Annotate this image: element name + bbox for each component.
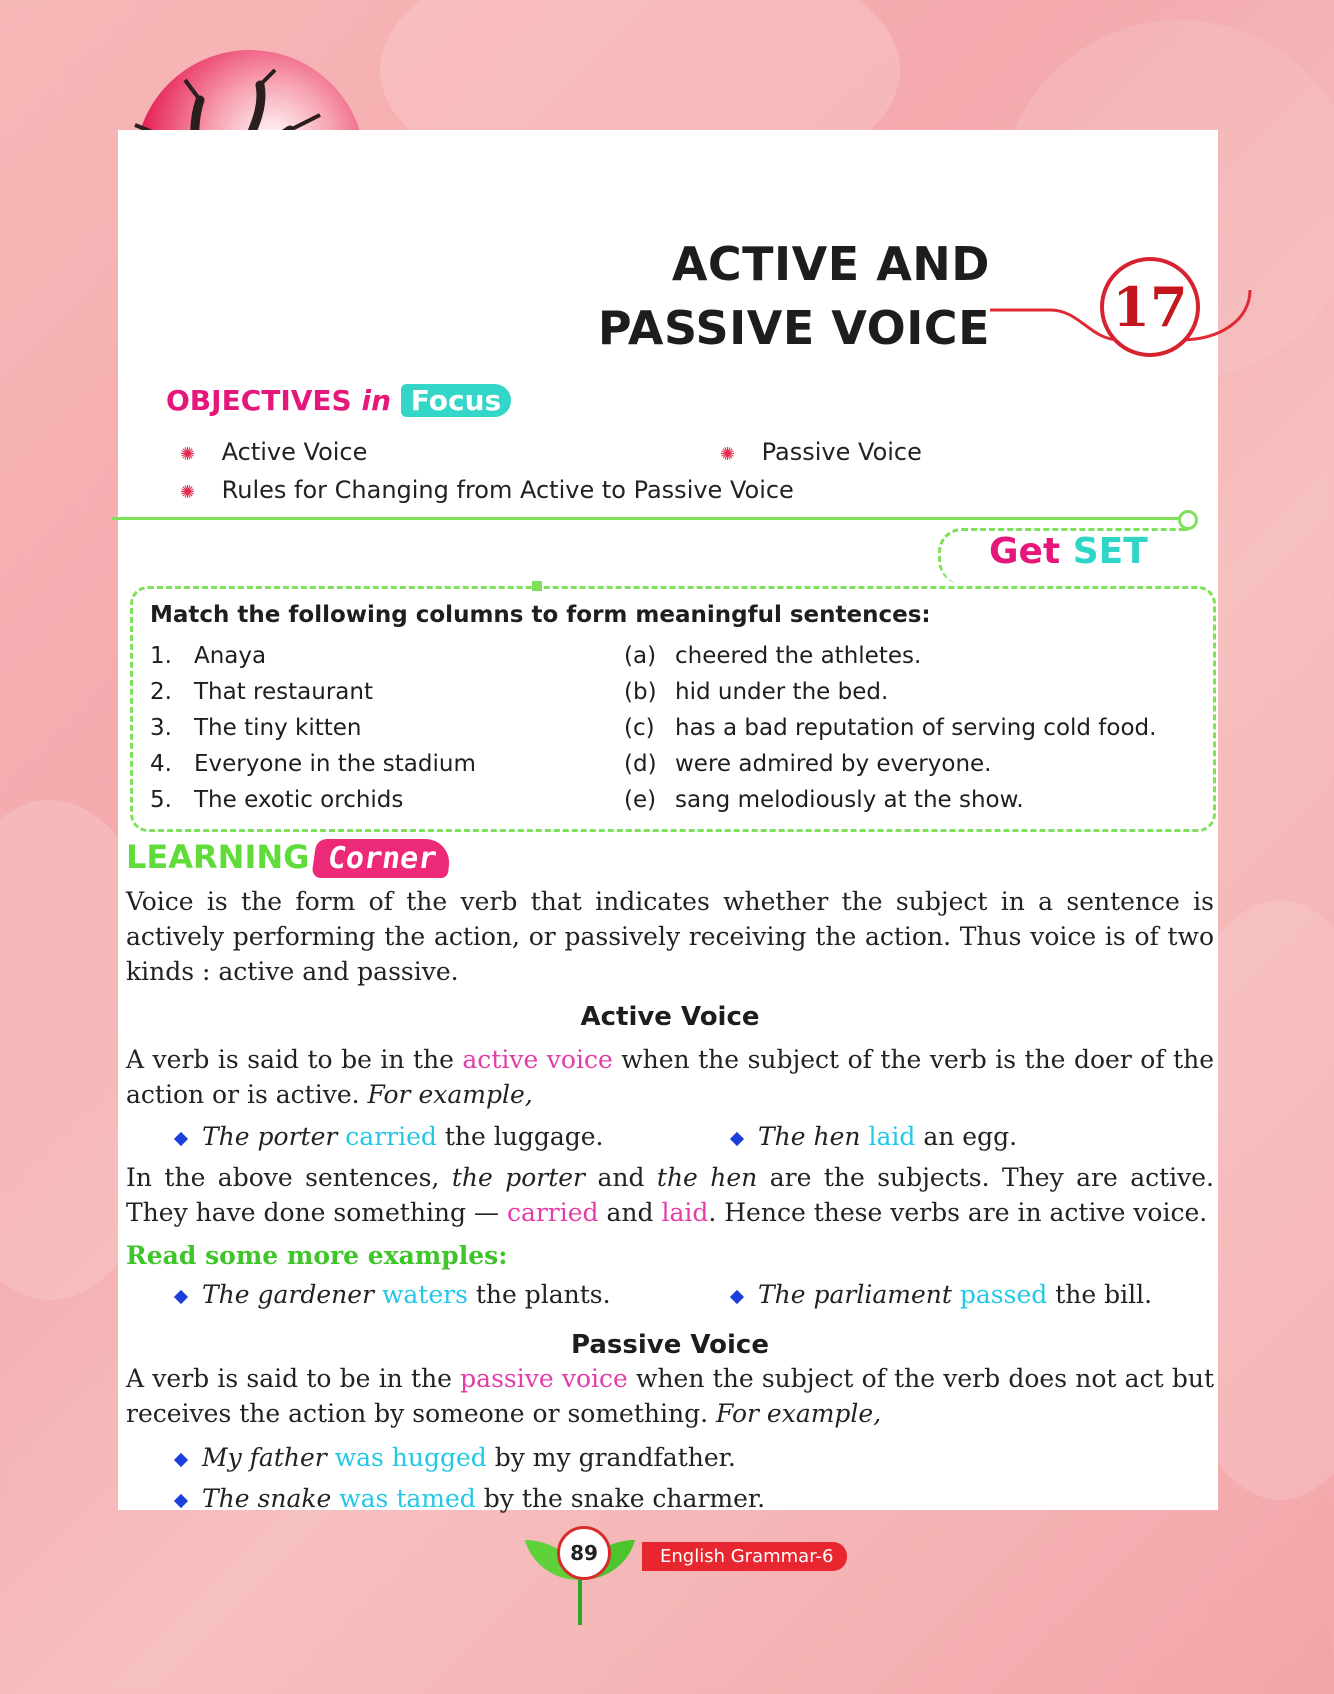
example-item: The parliament passed the bill.	[732, 1280, 1152, 1309]
book-title-label: English Grammar-6	[642, 1542, 847, 1571]
chapter-number-badge: 17	[1100, 257, 1200, 357]
objectives-focus-word: Focus	[401, 384, 511, 417]
page-number: 89	[557, 1526, 611, 1580]
sun-bullet-icon: ✺	[180, 444, 196, 465]
get-word: Get	[989, 531, 1061, 572]
divider-end-dot	[1178, 510, 1198, 530]
more-examples-label: Read some more examples:	[126, 1241, 508, 1270]
match-left-column	[150, 638, 476, 818]
match-right-row: (d) were admired by everyone.	[624, 751, 992, 777]
active-voice-term: active voice	[462, 1045, 613, 1074]
sun-bullet-icon: ✺	[180, 482, 196, 503]
match-right-row: (c) has a bad reputation of serving cold food.	[624, 715, 1157, 741]
chapter-title-line1: ACTIVE AND	[671, 237, 990, 291]
passive-voice-heading: Passive Voice	[571, 1330, 769, 1360]
active-voice-heading: Active Voice	[580, 1002, 760, 1032]
diamond-bullet-icon	[730, 1289, 744, 1303]
chapter-title-line2: PASSIVE VOICE	[597, 301, 990, 355]
example-item: The porter carried the luggage.	[176, 1122, 603, 1151]
objectives-heading	[166, 384, 511, 417]
match-right-row: (a) cheered the athletes.	[624, 643, 922, 669]
match-left-row: 4. Everyone in the stadium	[150, 751, 476, 777]
objective-item: ✺ Passive Voice	[720, 438, 922, 466]
active-voice-definition: A verb is said to be in the active voice when the subject of the verb is the doer of the action or is active. For example,	[126, 1045, 1215, 1109]
match-left-row: 2. That restaurant	[150, 679, 373, 705]
corner-word: Corner	[312, 839, 454, 878]
passive-voice-definition: A verb is said to be in the passive voice when the subject of the verb does not act but receives the action by someone or something. For example,	[126, 1364, 1214, 1428]
match-left-row: 3. The tiny kitten	[150, 715, 362, 741]
active-voice-explanation: In the above sentences, the porter and the hen are the subjects. They are active. They have done something — carried and laid. Hence these verbs are in active voice.	[126, 1163, 1215, 1227]
diamond-bullet-icon	[730, 1131, 744, 1145]
get-set-label	[938, 528, 1188, 584]
passive-voice-term: passive voice	[460, 1364, 628, 1393]
learning-word: LEARNING	[126, 838, 310, 876]
chapter-title	[500, 232, 990, 360]
match-left-row: 1. Anaya	[150, 643, 267, 669]
example-item: The hen laid an egg.	[732, 1122, 1017, 1151]
match-right-row: (b) hid under the bed.	[624, 679, 889, 705]
example-item: The gardener waters the plants.	[176, 1280, 611, 1309]
diamond-bullet-icon	[174, 1289, 188, 1303]
objectives-word: OBJECTIVES	[166, 384, 352, 417]
example-item: The snake was tamed by the snake charmer.	[176, 1484, 765, 1513]
set-word: SET	[1072, 531, 1148, 572]
box-corner-square	[532, 581, 542, 591]
match-instruction: Match the following columns to form meaningful sentences:	[150, 602, 931, 628]
example-item: My father was hugged by my grandfather.	[176, 1443, 736, 1472]
diamond-bullet-icon	[174, 1452, 188, 1466]
diamond-bullet-icon	[174, 1493, 188, 1507]
objective-item: ✺ Active Voice	[180, 438, 368, 466]
learning-intro: Voice is the form of the verb that indicates whether the subject in a sentence is actively performing the action, or passively receiving the action. Thus voice is of two kinds : active and passive.	[126, 887, 1214, 986]
learning-corner-heading	[126, 838, 451, 878]
diamond-bullet-icon	[174, 1131, 188, 1145]
section-divider	[112, 517, 1182, 520]
objective-item: ✺ Rules for Changing from Active to Passive Voice	[180, 476, 794, 504]
match-right-column	[624, 638, 1156, 818]
match-right-row: (e) sang melodiously at the show.	[624, 787, 1024, 813]
match-left-row: 5. The exotic orchids	[150, 787, 404, 813]
sun-bullet-icon: ✺	[720, 444, 736, 465]
objectives-in-word: in	[361, 384, 391, 417]
